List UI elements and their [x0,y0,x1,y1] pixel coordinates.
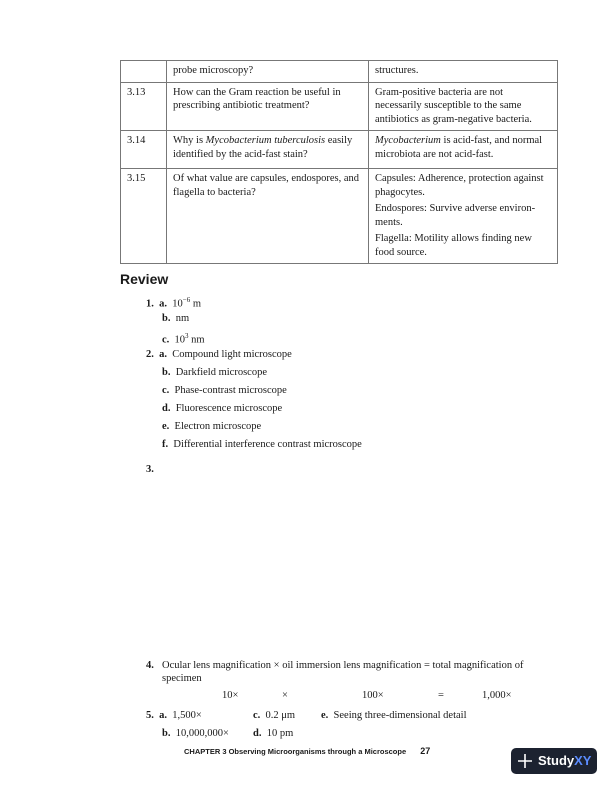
question-answer-table [120,60,558,264]
q2-e: e. Electron microscope [162,421,262,432]
review-heading: Review [120,271,169,287]
q4-number: 4. [146,660,154,671]
q4-eq-objective: 100× [362,690,384,701]
q2-c: c. Phase-contrast microscope [162,385,287,396]
table-cell-question: probe microscopy? [167,61,369,83]
q1-c: c. $10^3$ nm [162,332,205,346]
table-cell-number [121,61,167,83]
table-cell-question: How can the Gram reaction be useful in prescribing antibiotic treatment? [167,82,369,131]
answer-flagella: Flagella: Motility allows finding new food source. [375,233,532,258]
page-footer [184,746,430,756]
genus-name: Mycobacterium [375,135,441,146]
q5-e: e. Seeing three-dimensional detail [321,710,467,721]
q2-d: d. Fluorescence microscope [162,403,283,414]
q2-f: f. Differential interference contrast microscope [162,439,362,450]
table-cell-answer: Mycobacterium is acid-fast, and normal microbiota are not acid-fast. [369,131,558,169]
studyxy-badge[interactable] [511,748,597,774]
table-row [121,169,558,264]
table-cell-answer: Gram-positive bacteria are not necessarily susceptible to the same antibiotics as gram-negative bacteria. [369,82,558,131]
table-cell-answer: structures. [369,61,558,83]
table-row [121,61,558,83]
answer-endospores: Endospores: Survive adverse environ-ments. [375,203,536,228]
page-number: 27 [420,746,431,756]
q2-a: 2. a. Compound light microscope [146,349,292,360]
q2-b: b. Darkfield microscope [162,367,267,378]
q1-b: b. nm [162,313,190,324]
q5-c: c. 0.2 μm [253,710,296,721]
table-row [121,82,558,131]
table-cell-number: 3.15 [121,169,167,264]
brand-accent-text: XY [574,753,592,768]
q4-eq-total: 1,000× [482,690,512,701]
brand-text: StudyXY [538,753,592,768]
q5-b: b. 10,000,000× [162,728,229,739]
q4-eq-equals: = [438,690,444,701]
species-name: Mycobacterium tuberculosis [205,135,326,146]
q1-a: 1. a. $10^{-6}$ m [146,296,201,310]
table-row [121,131,558,169]
table-cell-question: Why is Mycobacterium tuberculosis easily identified by the acid-fast stain? [167,131,369,169]
answer-capsules: Capsules: Adherence, protection against phagocytes. [375,173,544,198]
q4-eq-times: × [282,690,288,701]
table-cell-answer [369,169,558,264]
q5-a: 5. a. 1,500× [146,710,202,721]
plus-icon [518,754,532,768]
table-cell-question: Of what value are capsules, endospores, and flagella to bacteria? [167,169,369,264]
chapter-title: CHAPTER 3 Observing Microorganisms through a Microscope [184,747,407,756]
table-cell-number: 3.13 [121,82,167,131]
q3: 3. [146,464,154,475]
q4-eq-ocular: 10× [222,690,239,701]
q5-d: d. 10 pm [253,728,294,739]
q4-text: Ocular lens magnification × oil immersion lens magnification = total magnification of specimen [162,660,524,684]
table-cell-number: 3.14 [121,131,167,169]
